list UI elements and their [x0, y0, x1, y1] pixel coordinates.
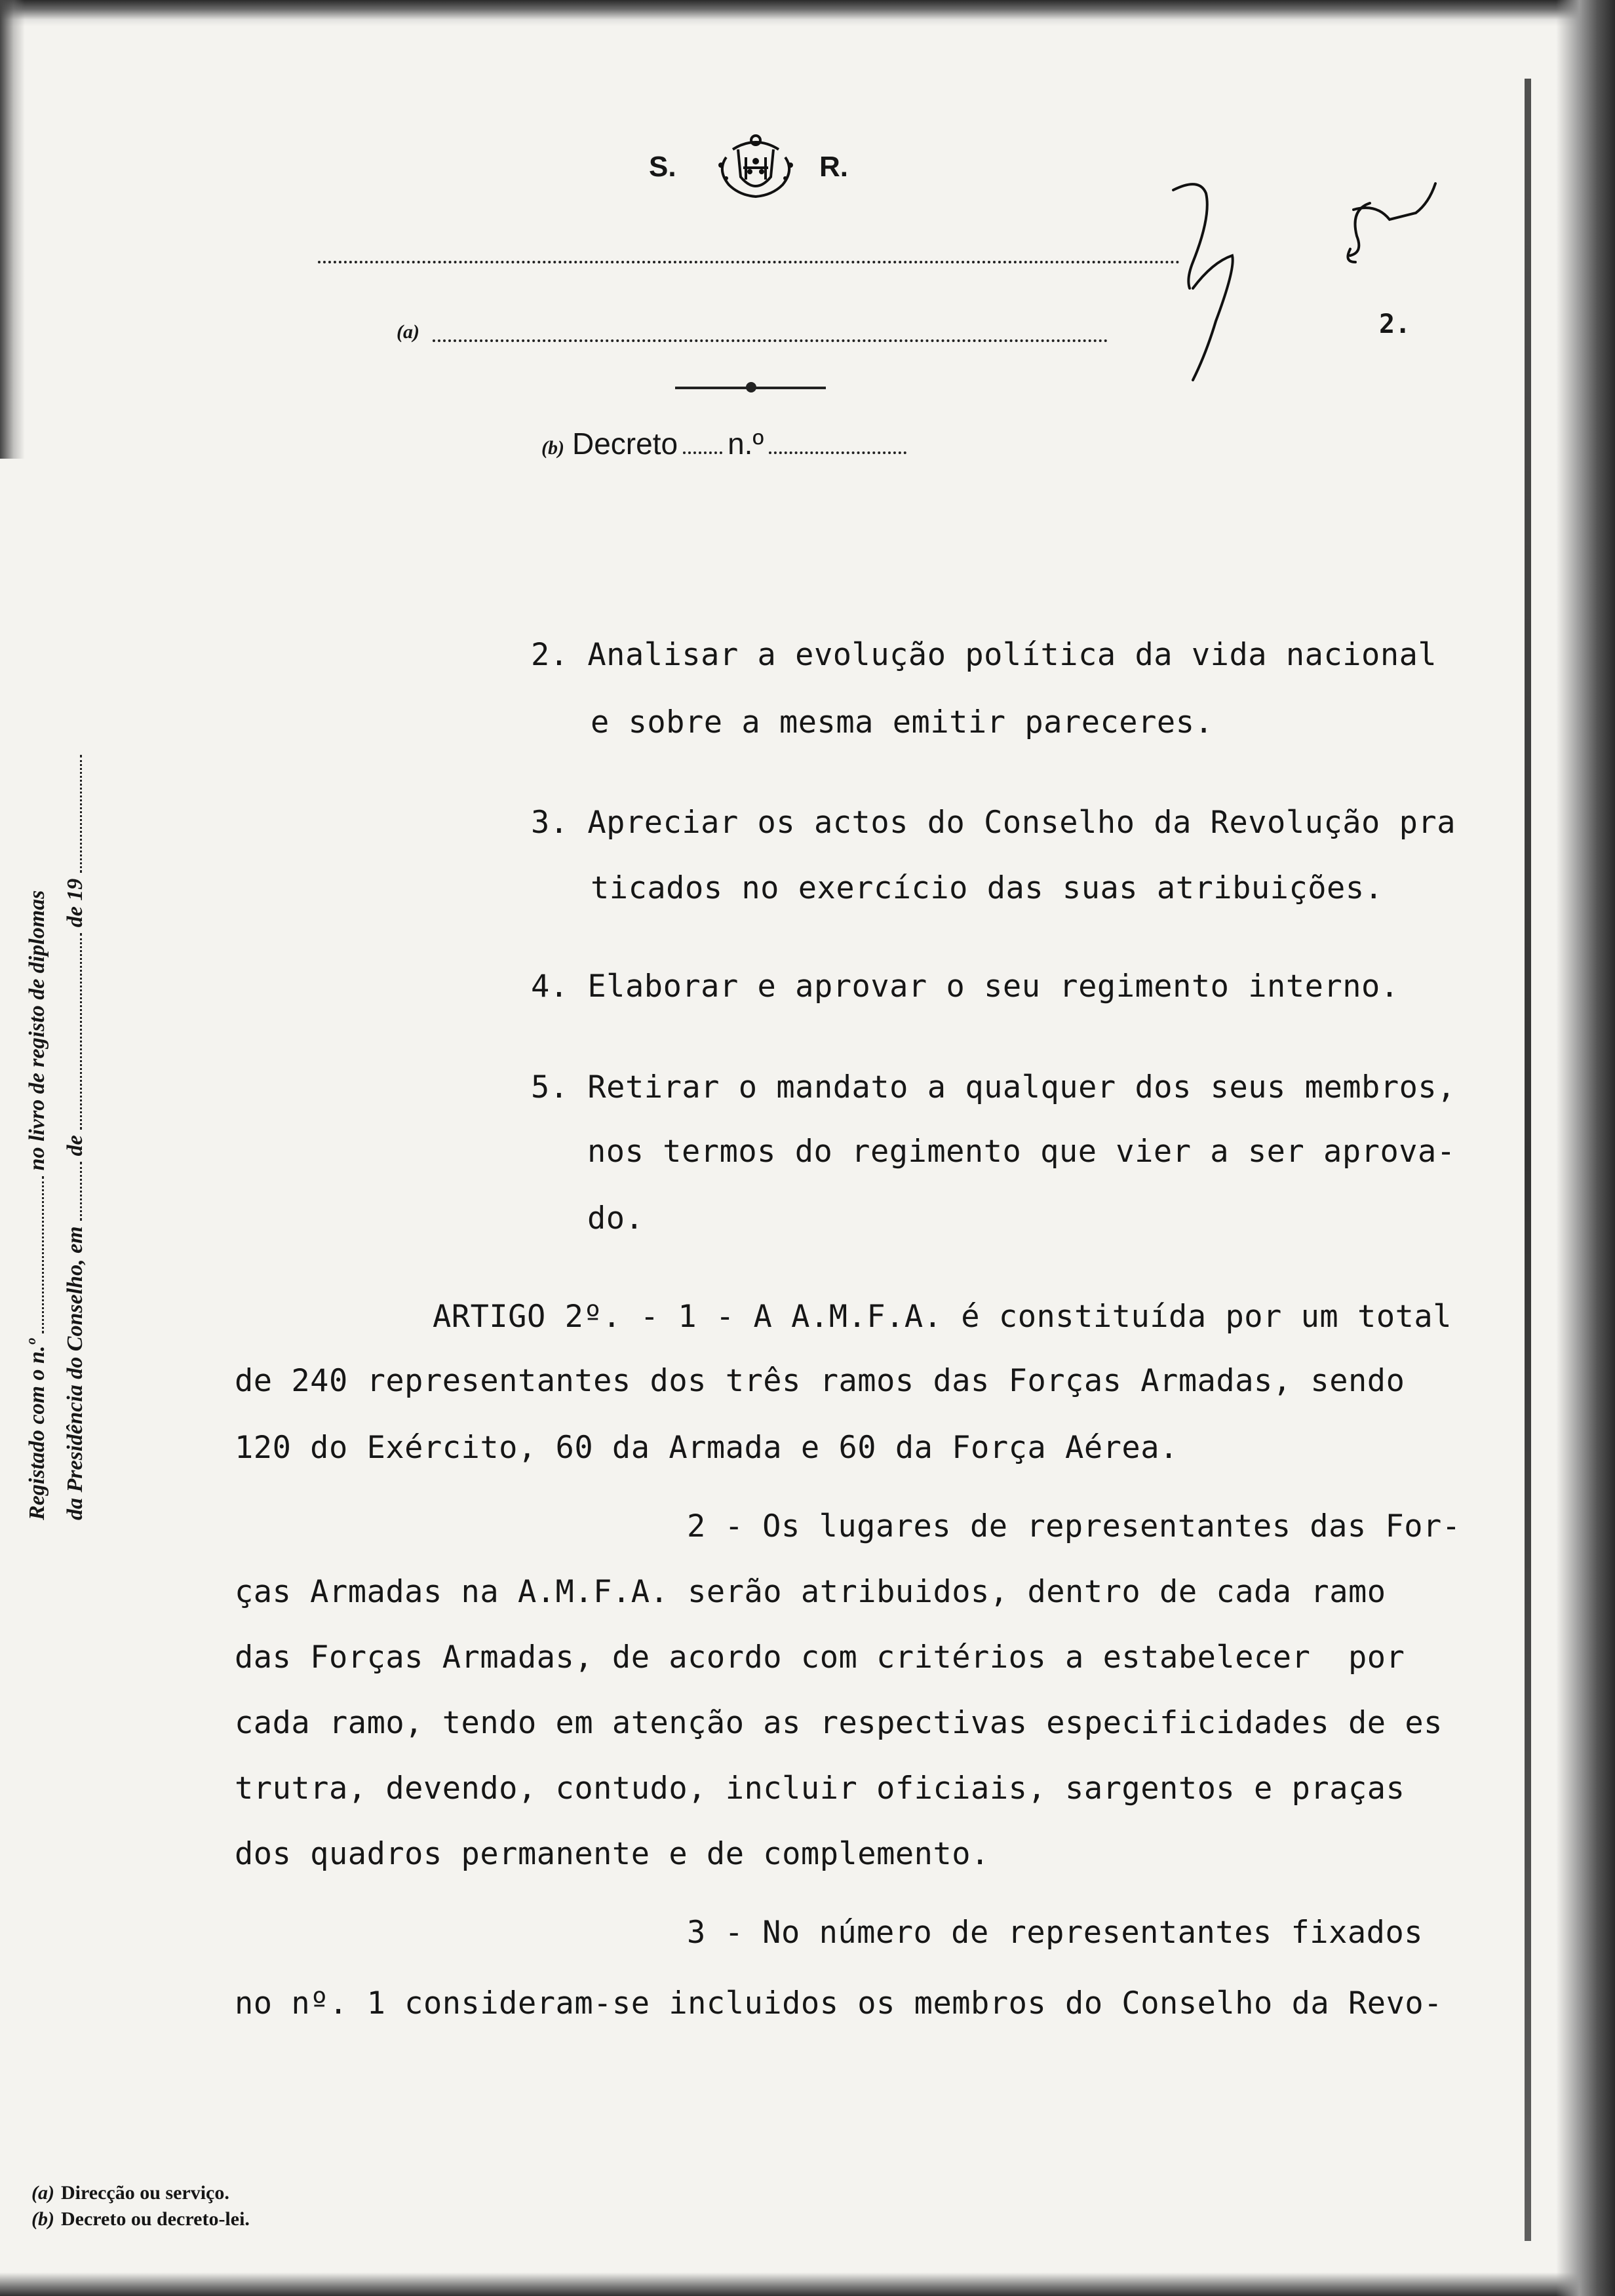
margin-note-registered-label: Registado com o n.º [25, 1339, 49, 1520]
margin-note-blank [80, 933, 82, 1130]
body-line: ARTIGO 2º. - 1 - A A.M.F.A. é constituída por um total [433, 1299, 1452, 1335]
margin-note-book-label: no livro de registo de diplomas [25, 890, 49, 1171]
header-divider-dot [746, 382, 756, 392]
coat-of-arms-icon [707, 131, 805, 206]
handwritten-mark [1154, 164, 1462, 400]
body-line: cada ramo, tendo em atenção as respectivas especificidades de es [235, 1705, 1443, 1741]
decreto-type-blank [683, 451, 722, 454]
body-line: no nº. 1 consideram-se incluidos os membros do Conselho da Revo- [235, 1985, 1443, 2021]
body-line: 4. Elaborar e aprovar o seu regimento interno. [531, 968, 1399, 1004]
body-line: e sobre a mesma emitir pareceres. [591, 704, 1214, 740]
body-line: ticados no exercício das suas atribuições. [591, 870, 1384, 906]
form-b-label: (b) [541, 437, 564, 459]
header-rule-1 [318, 261, 1180, 263]
body-line: trutra, devendo, contudo, incluir oficiais, sargentos e praças [235, 1770, 1405, 1807]
body-line: das Forças Armadas, de acordo com critérios a estabelecer por [235, 1639, 1405, 1675]
numero-label: n.º [728, 427, 764, 461]
footnote-a-text: Direcção ou serviço. [60, 2182, 229, 2204]
decreto-line [541, 426, 906, 461]
body-line: 3. Apreciar os actos do Conselho da Revolução pra [531, 805, 1456, 841]
margin-note-blank [42, 1176, 44, 1333]
body-line: de 240 representantes dos três ramos das Forças Armadas, sendo [235, 1363, 1405, 1399]
footnote-a [31, 2182, 229, 2204]
header-right-letter: R. [819, 151, 848, 183]
document-header [629, 131, 865, 203]
margin-note-year-label: de 19 [63, 878, 87, 928]
decreto-number-blank [769, 451, 906, 454]
body-line: 3 - No número de representantes fixados [687, 1915, 1424, 1951]
footnote-b-text: Decreto ou decreto-lei. [60, 2208, 250, 2230]
scan-edge-bottom [0, 2272, 1615, 2296]
header-left-letter: S. [649, 151, 676, 183]
body-line: 2 - Os lugares de representantes das For- [687, 1508, 1461, 1544]
body-line: 120 do Exército, 60 da Armada e 60 da Força Aérea. [235, 1430, 1178, 1466]
scan-edge-right [1556, 0, 1615, 2296]
margin-note-line-1 [18, 755, 56, 1520]
binding-shadow [1525, 79, 1531, 2241]
form-a-label: (a) [397, 321, 419, 343]
body-line: do. [587, 1200, 644, 1236]
margin-note-presidency-label: da Presidência do Conselho, em [63, 1226, 87, 1520]
footnote-b-label: (b) [31, 2208, 54, 2230]
scan-edge-top [0, 0, 1615, 26]
decreto-label: Decreto [572, 427, 678, 461]
header-rule-2 [433, 339, 1108, 342]
scan-edge-left [0, 0, 25, 459]
footnote-a-label: (a) [31, 2182, 54, 2204]
margin-note-line-2 [56, 755, 94, 1520]
margin-note-blank [80, 1162, 82, 1221]
footnote-b [31, 2208, 250, 2230]
body-line: nos termos do regimento que vier a ser aprova- [587, 1134, 1456, 1170]
body-line: 5. Retirar o mandato a qualquer dos seus membros, [531, 1069, 1456, 1105]
margin-note-blank [80, 755, 82, 873]
page-number: 2. [1379, 309, 1411, 339]
body-line: ças Armadas na A.M.F.A. serão atribuidos, dentro de cada ramo [235, 1574, 1386, 1610]
body-line: dos quadros permanente e de complemento. [235, 1836, 990, 1872]
margin-registration-note [18, 755, 94, 1520]
margin-note-de-label: de [63, 1135, 87, 1157]
body-line: 2. Analisar a evolução política da vida nacional [531, 637, 1437, 673]
